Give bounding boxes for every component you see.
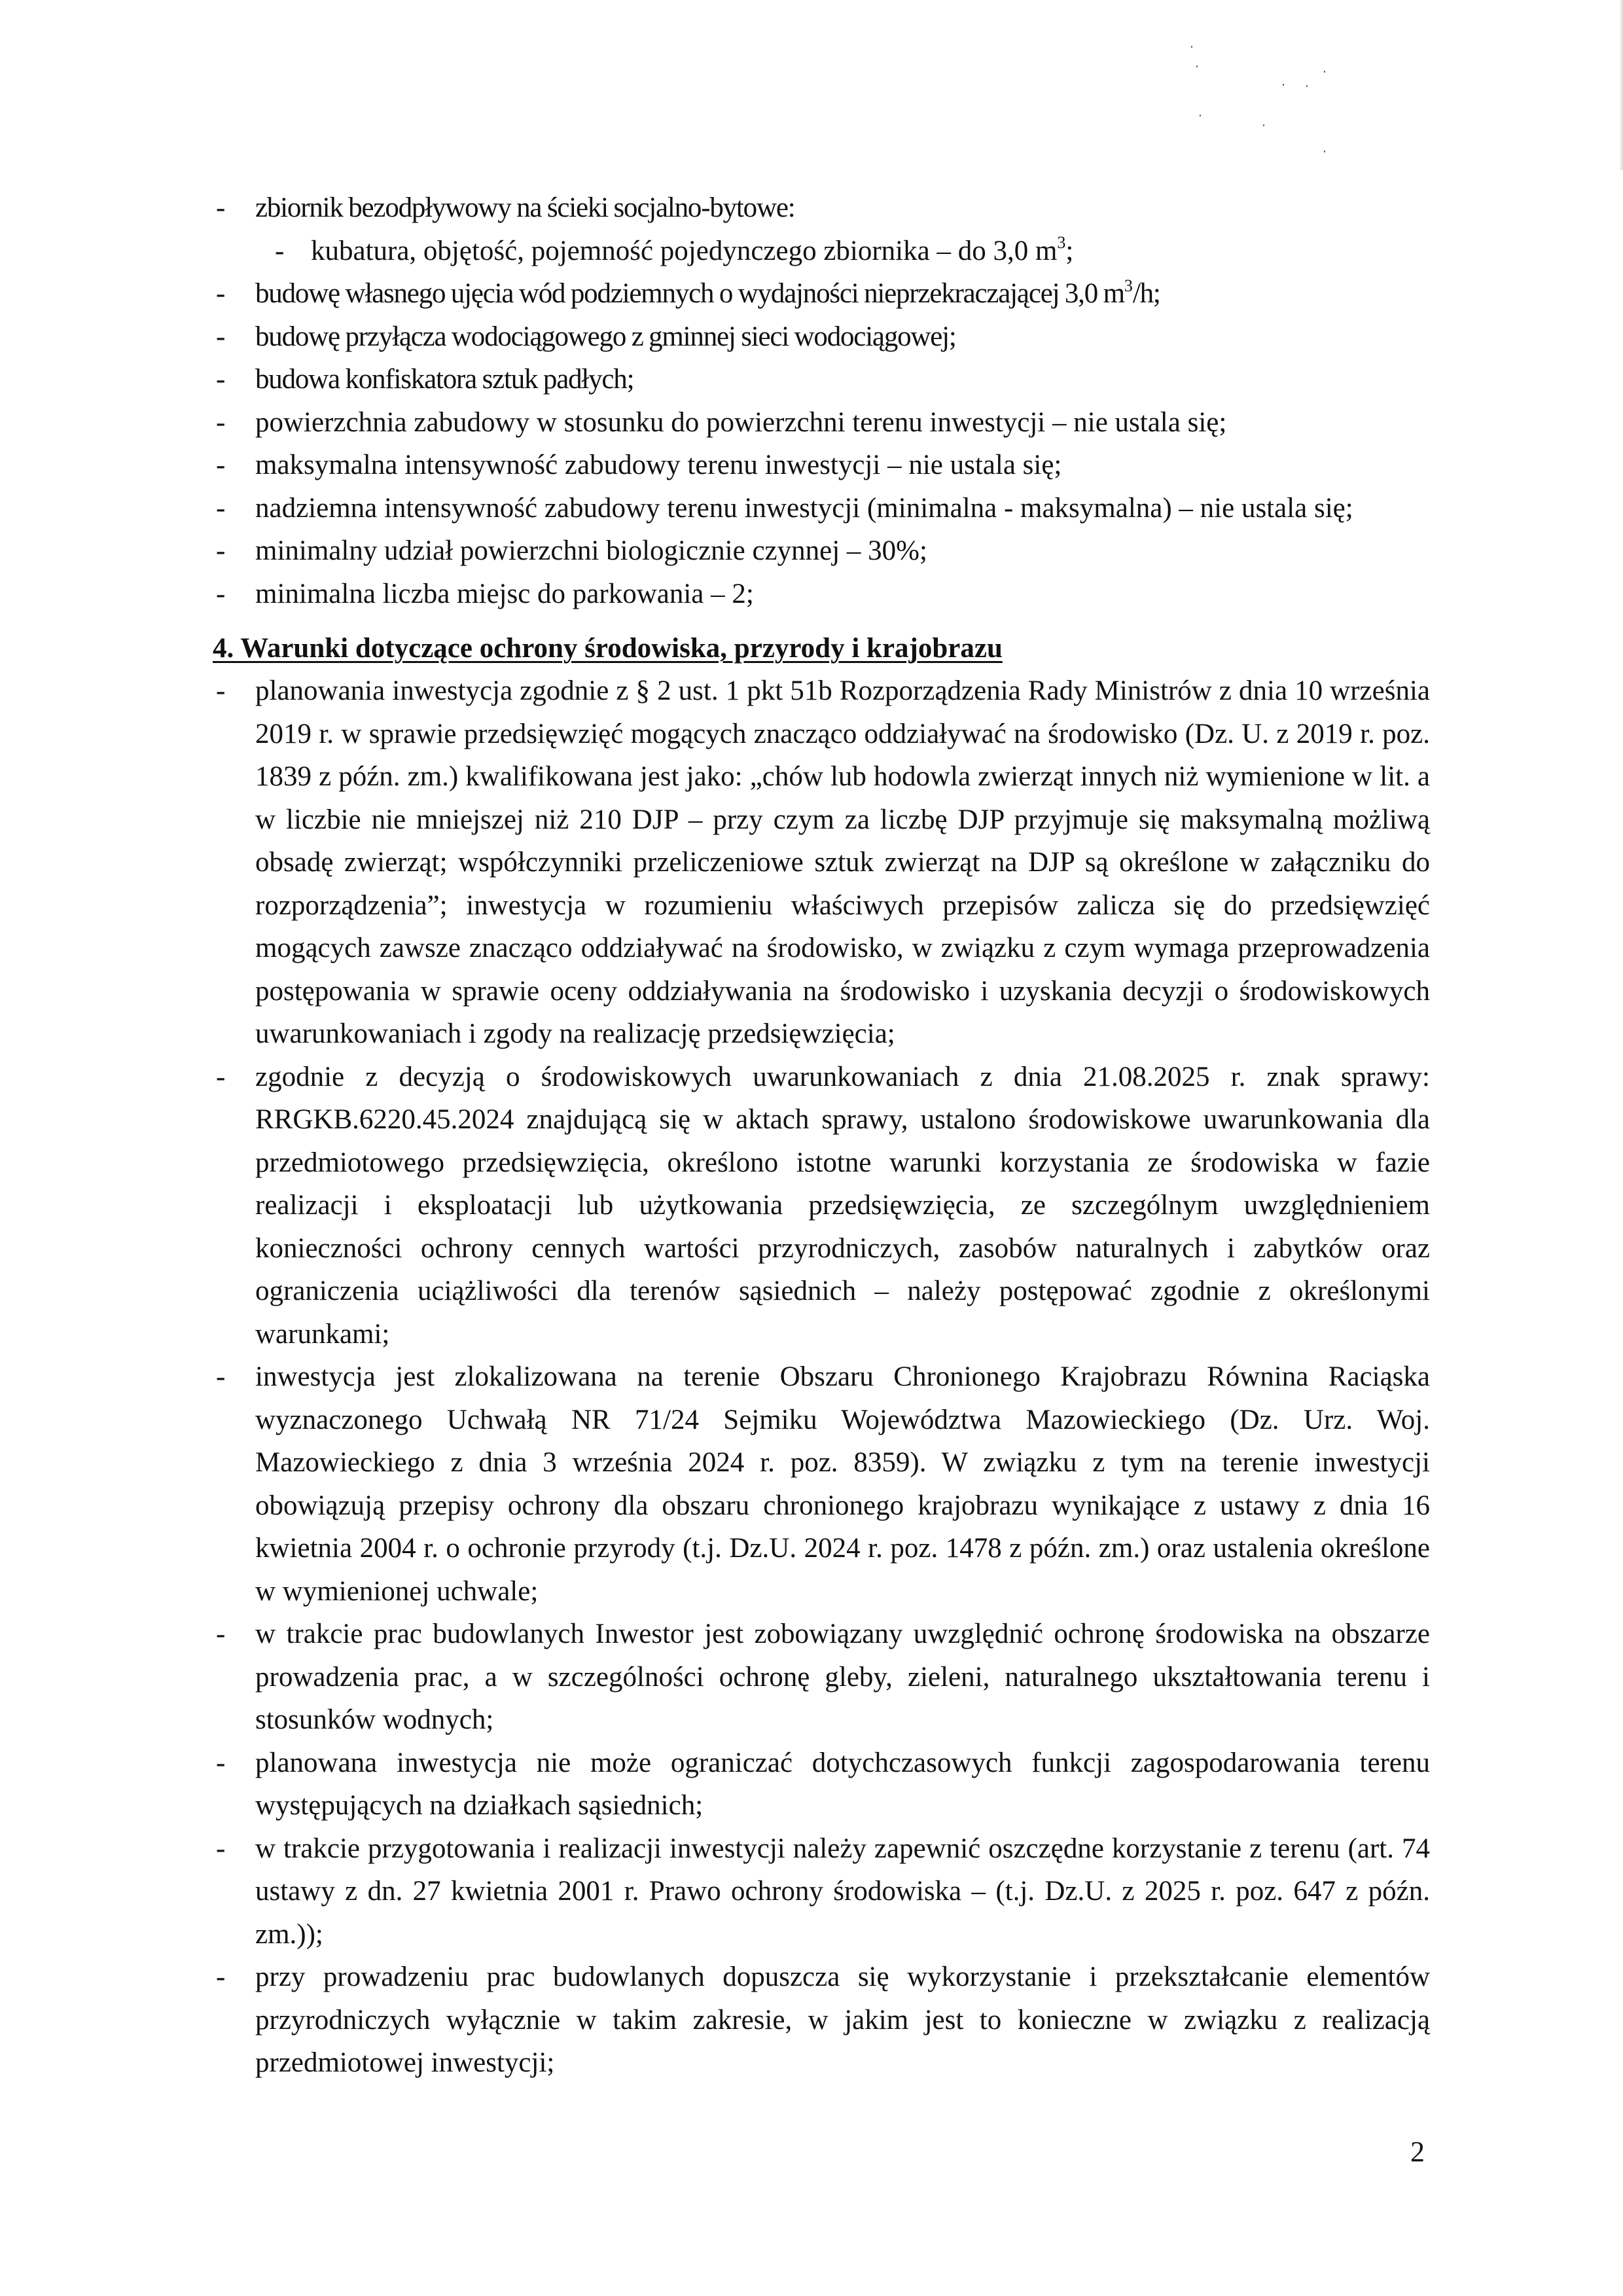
superscript: 3: [1057, 233, 1066, 253]
list-item-text: planowana inwestycja nie może ograniczać dotychczasowych funkcji zagospodarowania terenu występujących na działkach sąsiednich;: [255, 1747, 1430, 1821]
list-item: [213, 1827, 1430, 1956]
list-item-text: minimalny udział powierzchni biologicznie czynnej – 30%;: [255, 535, 927, 566]
scan-edge-shadow: [1619, 0, 1623, 170]
dash-bullet: -: [216, 364, 226, 395]
list-item-text: budowa konfiskatora sztuk padłych;: [255, 364, 634, 395]
list-item-text: powierzchnia zabudowy w stosunku do powierzchni terenu inwestycji – nie ustala się;: [255, 406, 1227, 438]
dash-bullet: -: [216, 535, 226, 566]
dash-bullet: -: [216, 492, 226, 524]
list-item: [213, 1613, 1430, 1742]
list-item-text: maksymalna intensywność zabudowy terenu inwestycji – nie ustala się;: [255, 450, 1062, 480]
page-number: 2: [1410, 2136, 1425, 2168]
list-item-text: w trakcie prac budowlanych Inwestor jest zobowiązany uwzględnić ochronę środowiska na obszarze prowadzenia prac, a w szczególności ochronę gleby, zieleni, naturalnego ukształtowania terenu i stosunków wodnych;: [255, 1619, 1430, 1735]
list-item-text: budowę własnego ujęcia wód podziemnych o wydajności nieprzekraczającej 3,0 m: [255, 278, 1124, 309]
list-item: [213, 573, 1430, 616]
list-item: [213, 358, 1430, 401]
list-item-text: zbiornik bezodpływowy na ścieki socjalno-bytowe:: [255, 192, 795, 223]
list-item-text-suffix: /h;: [1132, 278, 1160, 309]
parameters-list: [213, 187, 1430, 615]
list-item: [213, 1956, 1430, 2085]
list-item-text: inwestycja jest zlokalizowana na terenie Obszaru Chronionego Krajobrazu Równina Raciąska wyznaczonego Uchwałą NR 71/24 Sejmiku Województwa Mazowieckiego (Dz. Urz. Woj. Mazowieckiego z dnia 3 września 2024 r. poz. 8359). W związku z tym na terenie inwestycji obowiązują przepisy ochrony dla obszaru chronionego krajobrazu wynikające z ustawy z dnia 16 kwietnia 2004 r. o ochronie przyrody (t.j. Dz.U. 2024 r. poz. 1478 z późn. zm.) oraz ustalenia określone w wymienionej uchwale;: [255, 1361, 1430, 1607]
list-item-text: minimalna liczba miejsc do parkowania – 2;: [255, 578, 754, 609]
list-item: [213, 187, 1430, 230]
list-item: [213, 401, 1430, 444]
dash-bullet: -: [216, 192, 226, 223]
list-item: [213, 444, 1430, 487]
list-item-text: przy prowadzeniu prac budowlanych dopuszcza się wykorzystanie i przekształcanie elementów przyrodniczych wyłącznie w takim zakresie, w jakim jest to konieczne w związku z realizacją przedmiotowej inwestycji;: [255, 1962, 1430, 2078]
dash-bullet: -: [275, 235, 285, 266]
dash-bullet: -: [216, 406, 226, 438]
dash-bullet: -: [216, 1619, 226, 1649]
list-item: [213, 272, 1430, 315]
list-item-text: budowę przyłącza wodociągowego z gminnej sieci wodociągowej;: [255, 321, 956, 352]
list-item-text: kubatura, objętość, pojemność pojedynczego zbiornika – do 3,0 m: [311, 235, 1058, 266]
dash-bullet: -: [216, 1747, 226, 1778]
list-item-nested: [213, 230, 1430, 273]
dash-bullet: -: [216, 278, 226, 309]
section-heading: 4. Warunki dotyczące ochrony środowiska, przyrody i krajobrazu: [213, 633, 1003, 664]
dash-bullet: -: [216, 450, 226, 480]
list-item: [213, 1056, 1430, 1356]
dash-bullet: -: [216, 1061, 226, 1092]
environment-conditions-list: [213, 670, 1430, 2085]
dash-bullet: -: [216, 1962, 226, 1992]
list-item-text: w trakcie przygotowania i realizacji inwestycji należy zapewnić oszczędne korzystanie z terenu (art. 74 ustawy z dn. 27 kwietnia 2001 r. Prawo ochrony środowiska – (t.j. Dz.U. z 2025 r. poz. 647 z późn. zm.));: [255, 1833, 1430, 1950]
list-item-text-suffix: ;: [1065, 235, 1074, 266]
dash-bullet: -: [216, 1361, 226, 1392]
list-item: [213, 1355, 1430, 1613]
list-item-text: planowania inwestycja zgodnie z § 2 ust. 1 pkt 51b Rozporządzenia Rady Ministrów z dnia 10 września 2019 r. w sprawie przedsięwzięć mogących znacząco oddziaływać na środowisko (Dz. U. z 2019 r. poz. 1839 z późn. zm.) kwalifikowana jest jako: „chów lub hodowla zwierząt innych niż wymienione w lit. a w liczbie nie mniejszej niż 210 DJP – przy czym za liczbę DJP przyjmuje się maksymalną możliwą obsadę zwierząt; współczynniki przeliczeniowe sztuk zwierząt na DJP są określone w załączniku do rozporządzenia”; inwestycja w rozumieniu właściwych przepisów zalicza się do przedsięwzięć mogących zawsze znacząco oddziaływać na środowisko, w związku z czym wymaga przeprowadzenia postępowania w sprawie oceny oddziaływania na środowisko i uzyskania decyzji o środowiskowych uwarunkowaniach i zgody na realizację przedsięwzięcia;: [255, 675, 1430, 1049]
list-item-text: nadziemna intensywność zabudowy terenu inwestycji (minimalna - maksymalna) – nie ustala się;: [255, 492, 1353, 524]
list-item: [213, 315, 1430, 359]
list-item: [213, 487, 1430, 530]
list-item: [213, 529, 1430, 573]
dash-bullet: -: [216, 321, 226, 352]
list-item: [213, 670, 1430, 1056]
dash-bullet: -: [216, 578, 226, 609]
dash-bullet: -: [216, 675, 226, 706]
list-item: [213, 1742, 1430, 1827]
list-item-text: zgodnie z decyzją o środowiskowych uwarunkowaniach z dnia 21.08.2025 r. znak sprawy: RRGKB.6220.45.2024 znajdującą się w aktach sprawy, ustalono środowiskowe uwarunkowania dla przedmiotowego przedsięwzięcia, określono istotne warunki korzystania ze środowiska w fazie realizacji i eksploatacji lub użytkowania przedsięwzięcia, ze szczególnym uwzględnieniem konieczności ochrony cennych wartości przyrodniczych, zasobów naturalnych i zabytków oraz ograniczenia uciążliwości dla terenów sąsiednich – należy postępować zgodnie z określonymi warunkami;: [255, 1061, 1430, 1350]
dash-bullet: -: [216, 1833, 226, 1864]
superscript: 3: [1124, 276, 1133, 295]
scan-specks: [1152, 39, 1414, 170]
document-body: [213, 187, 1430, 2085]
